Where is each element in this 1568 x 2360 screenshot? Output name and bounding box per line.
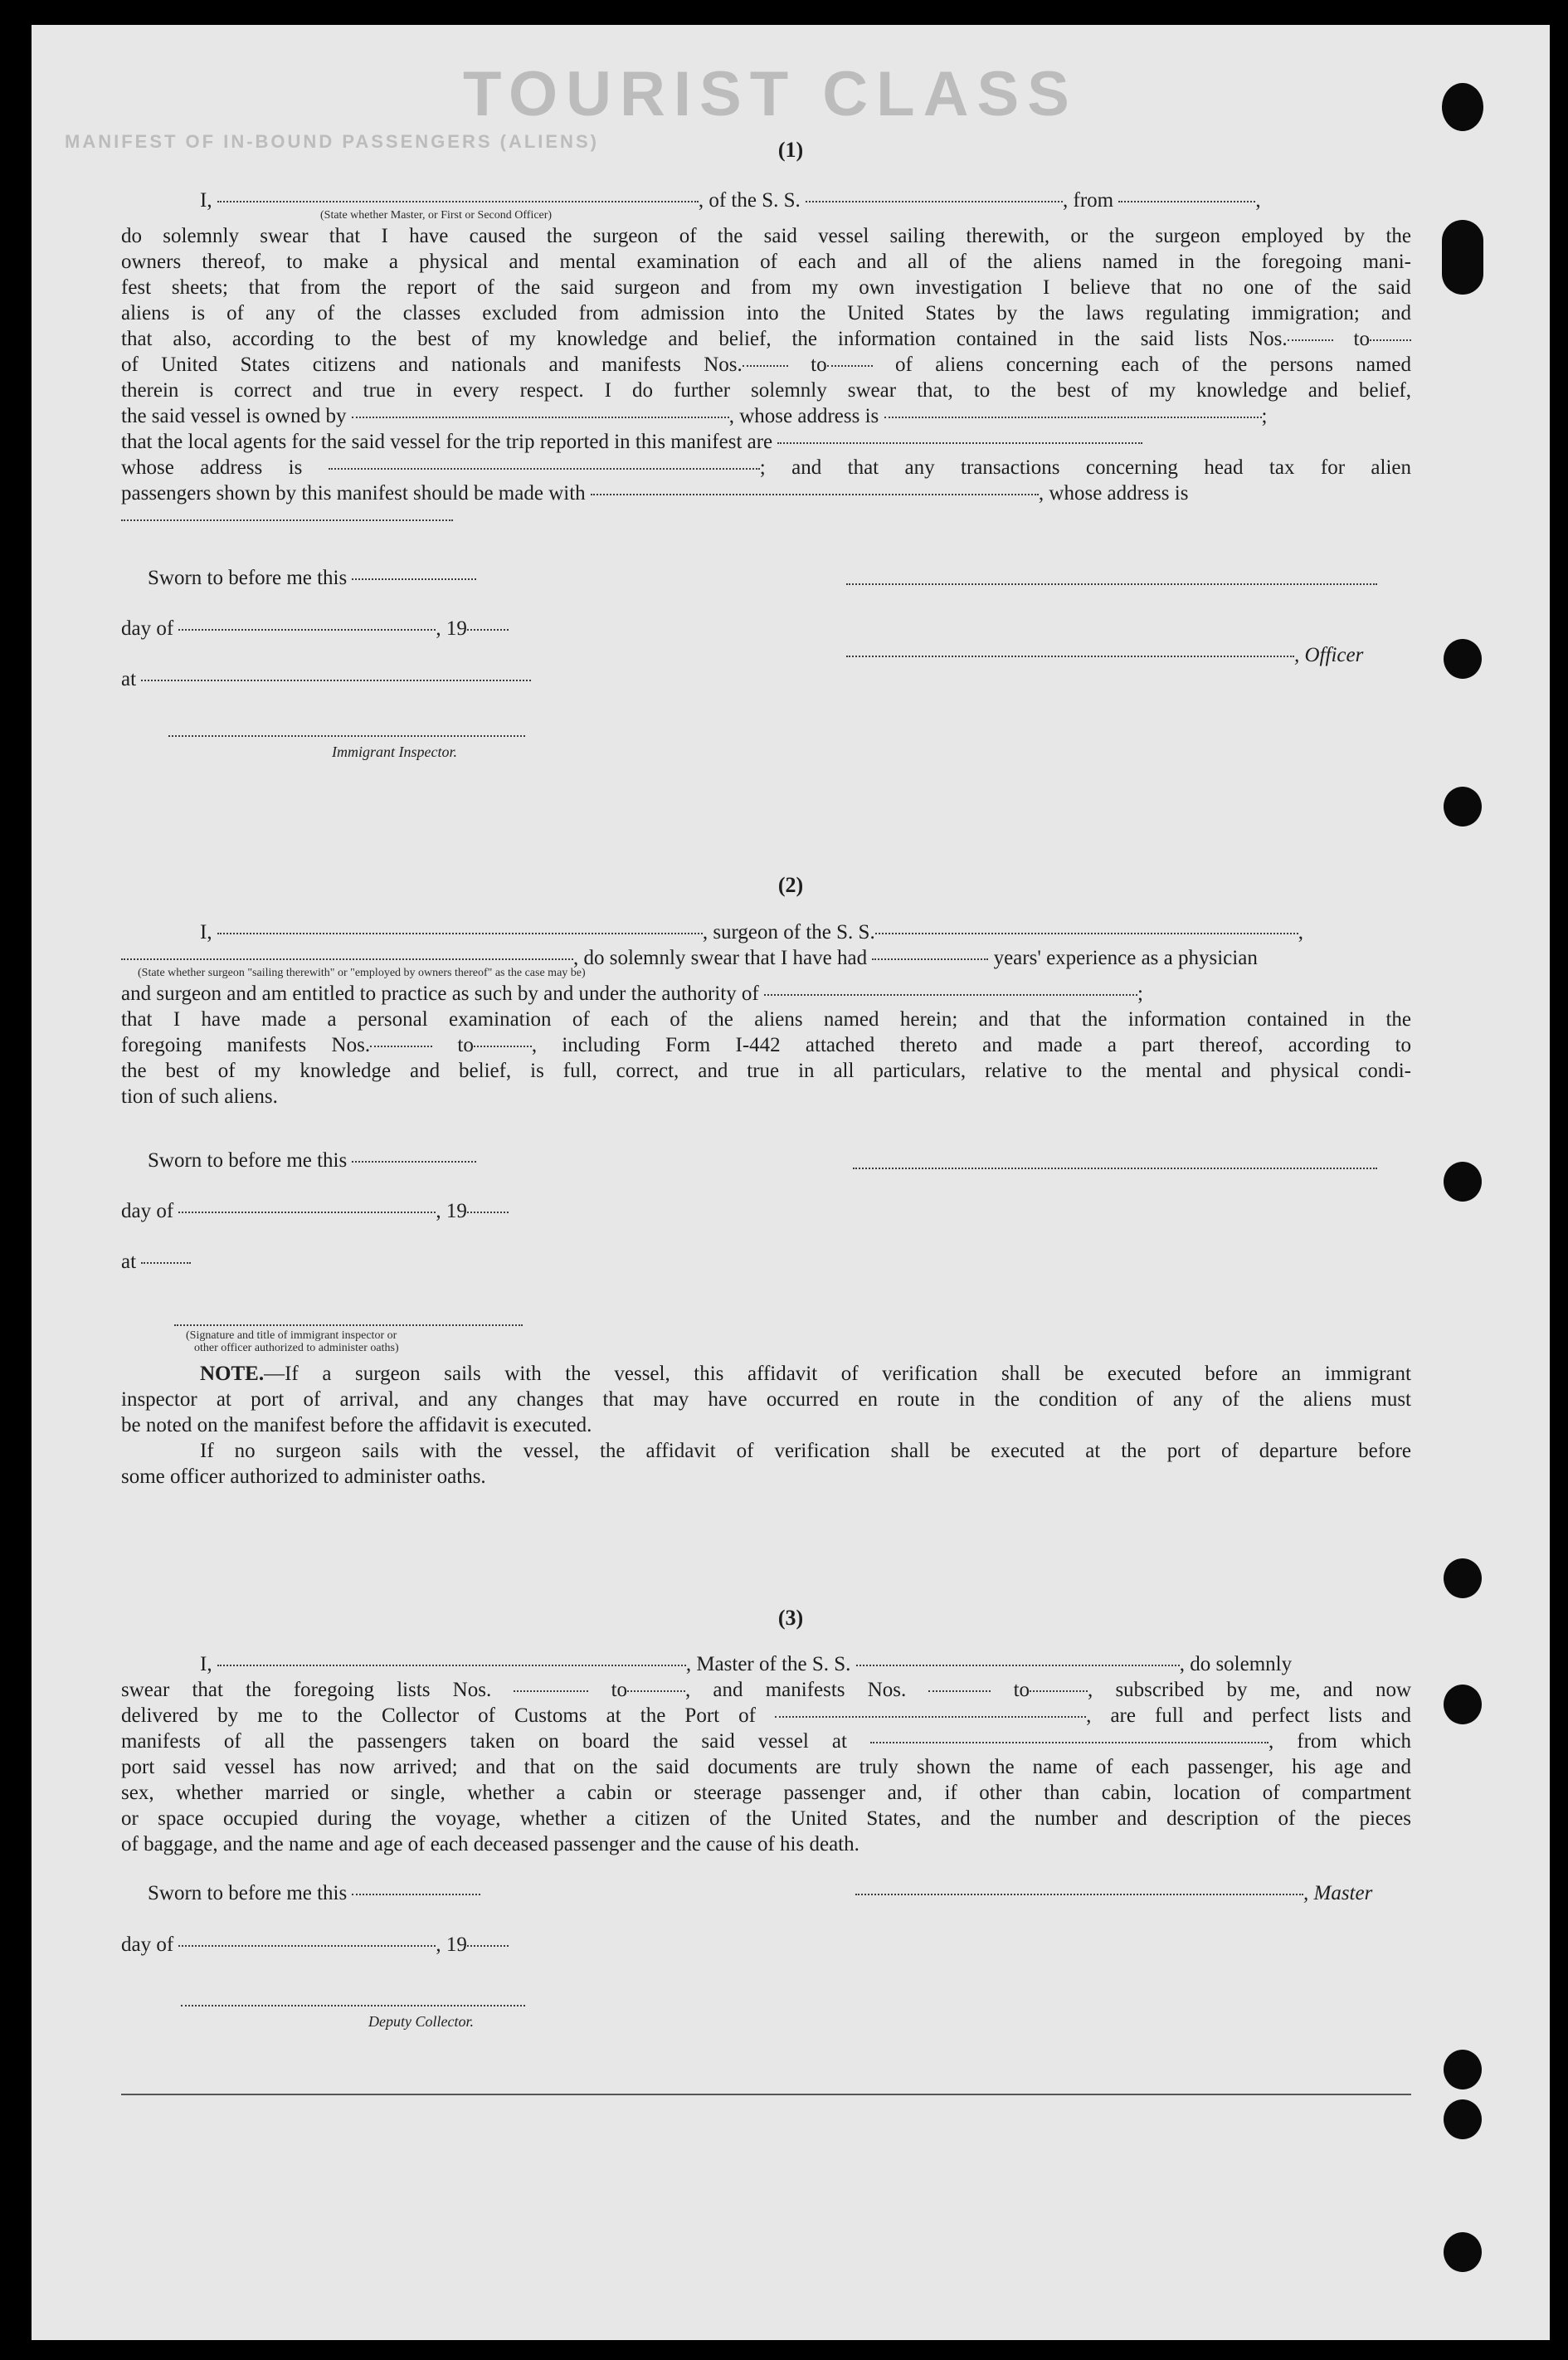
surgeon-signature-line[interactable] [853,1168,1377,1169]
agents-address-field[interactable] [329,467,760,470]
officer-label: , Officer [1294,644,1364,666]
year-field[interactable] [467,628,509,631]
section-2-body: I, , surgeon of the S. S. , , do solemnly swear that I have had years' experience as a physician (State whether surgeon "sailing therewith" or "employed by owners thereof" as the case may be) and surgeon and am entitled to practice as such by and under the authority of ; that I have made a personal examination of each of the aliens named herein; and that the information contained in the foregoing manifests Nos. to , including Form I-442 attached thereto and made a part thereof, according to the best of my knowledge and belief, is full, correct, and true in all particulars, relative to the mental and physical condi- tion of such aliens. [121,921,1412,1108]
surgeon-caption: (State whether surgeon "sailing therewith" or "employed by owners thereof" as the case may be) [138,967,586,979]
s3-lists-to-field[interactable] [627,1690,685,1692]
head-tax-address-field[interactable] [121,519,453,521]
s3-manifests-to-field[interactable] [1030,1690,1088,1692]
section-1-body: I, , of the S. S. , from , (State whether Master, or First or Second Officer) do solemnly swear that I have caused the surgeon of the said vessel sailing therewith, or the surgeon employed by the owners thereof, to make a physical and mental examination of each and all of the aliens named in the foregoing mani- fest sheets; that from the report of the said surgeon and from my own investigation I believe that no one of the said aliens is of any of the classes excluded from admission into the United States by the laws regulating immigration; and that also, according to the best of my knowledge and belief, the information contained in the said lists Nos. to of United States citizens and nationals and manifests Nos. to of aliens concerning each of the persons named therein is correct and true in every respect. I do further solemnly swear that, to the best of my knowledge and belief, the said vessel is owned by , whose address is ; that the local agents for the said vessel for the trip reported in this manifest are whose address is ; and that any transactions concerning head tax for alien passengers shown by this manifest should be made with , whose address is [121,188,1411,532]
s2-sig-caption-1: (Signature and title of immigrant inspector or [186,1329,397,1342]
lists-to-field[interactable] [1370,339,1411,341]
month-field[interactable] [178,628,436,631]
port-of-arrival-field[interactable] [775,1715,1086,1718]
note-label: NOTE. [200,1363,265,1385]
surgeon-name-field[interactable] [217,932,703,934]
section-1-number: (1) [777,138,804,162]
master-label: , Master [1303,1882,1373,1904]
officer-signature-line[interactable] [846,583,1377,585]
punch-hole [1444,2050,1482,2089]
officer-name-field[interactable] [217,200,699,202]
owner-field[interactable] [352,416,729,418]
surgeon-vessel-field[interactable] [875,932,1298,934]
master-vessel-field[interactable] [856,1664,1180,1666]
surgeon-manifests-to-field[interactable] [474,1045,532,1047]
officer-caption: (State whether Master, or First or Second Officer) [320,209,553,222]
section-2-number: (2) [777,873,804,897]
faded-subtitle: MANIFEST OF IN-BOUND PASSENGERS (ALIENS) [65,131,599,152]
s3-month-field[interactable] [178,1944,436,1947]
punch-hole [1444,1685,1482,1724]
punch-hole [1444,787,1482,826]
manifests-to-field[interactable] [827,364,873,367]
s3-lists-from-field[interactable] [514,1690,588,1692]
punch-hole [1444,1162,1482,1202]
section-3-number: (3) [777,1606,804,1630]
punch-hole [1442,83,1483,131]
s2-year-field[interactable] [467,1211,509,1213]
s2-sig-caption-2: other officer authorized to administer oaths) [194,1342,399,1354]
s2-sworn-day-field[interactable] [352,1160,476,1163]
collector-caption: Deputy Collector. [368,2013,474,2030]
years-experience-field[interactable] [872,958,988,960]
punch-hole [1444,639,1482,679]
licensing-authority-field[interactable] [764,993,1137,996]
lists-from-field[interactable] [1288,339,1333,341]
local-agents-field[interactable] [777,441,1142,444]
form-page: TOURIST CLASS MANIFEST OF IN-BOUND PASSENGERS (ALIENS) (1) I, , of the S. S. , from , (State whether Master, or First or Second Officer) do solemnly swear that I have caused the surgeon of the said vessel sailing therewith, or the surgeon employed by the owners thereof, to make a physical and mental examination of each and all of the aliens named in the foregoing mani- fest sheets; that from the report of the said surgeon and from my own investigation I believe that no one of the said aliens is of any of the classes excluded from admission into the United States by the laws regulating immigration; and that also, according to the best of my knowledge and belief, the information contained in the said lists Nos. to of United States citizens and nationals and manifests Nos. to of aliens concerning each of the persons named therein is correct and true in every respect. I do further solemnly swear that, to the best of my knowledge and belief, the said vessel is owned by , whose address is ; that the local agents for the said vessel for the trip reported in this manifest are whose address is ; and that any transactions concerning head tax for alien passengers shown by this manifest should be made with , whose address is Sworn to before me this day of , 19 , Officer at Immigrant Inspector. (2) I, , surgeon of the S. S. , , do solemnly swear that I have had years' experience as a physician (State whether surgeon "sailing therewith" or "employed by owners thereof" as the case may be) and surgeon and am entitled to practice as such by and under the authority of ; that I have made a personal examination of each of the aliens named herein; and that the information contained in the foregoing manifests Nos. to , including Form I-442 attached thereto and made a part thereof, according to the best of my knowledge and belief, is full, correct, and true in all particulars, relative to the mental and physical condi- tion of such aliens. Sworn to before me this day of , 19 at (Signature and title of immigrant inspector or other officer authorized to administer oaths) NOTE.—If a surgeon sails with the vessel, this affidavit of verification shall be executed before an immigrant inspector at port of arrival, and any changes that may have occurred en route in the condition of any of the aliens must be noted on the manifest before the affidavit is executed. If no surgeon sails with the vessel, the affidavit of verification shall be executed at the port of departure before some officer authorized to administer oaths. (3) I, , Master of the S. S. , do solemnly swear that the foregoing lists Nos. to , and manifests Nos. to , subscribed by me, and now delivered by me to the Collector of Customs at the Port of , are full and perfect lists and manifests of all the passengers taken on board the said vessel at , from which port said vessel has now arrived; and that on the said documents are truly shown the name of each passenger, his age and sex, whether married or single, whether a cabin or steerage passenger and, if other than cabin, location of compartment or space occupied during the voyage, whether a citizen of the United States, and the number and description of the pieces of baggage, and the name and age of each deceased passenger and the cause of his death. Sworn to before me this , Master day of , 19 Deputy Collector. [32,25,1550,2340]
punch-hole [1442,220,1483,295]
s2-month-field[interactable] [178,1211,436,1213]
master-name-field[interactable] [217,1664,686,1666]
head-tax-party-field[interactable] [591,493,1039,495]
punch-hole [1444,2099,1482,2139]
s2-inspector-signature-line[interactable] [174,1324,523,1326]
punch-hole [1444,1558,1482,1598]
place-field[interactable] [141,679,531,681]
surgeon-manifests-from-field[interactable] [370,1045,432,1047]
departure-port-field[interactable] [1118,200,1255,202]
bottom-rule [121,2094,1411,2095]
s3-year-field[interactable] [467,1944,509,1947]
owner-address-field[interactable] [884,416,1262,418]
officer-title-field[interactable] [846,655,1294,657]
master-signature-field[interactable] [855,1893,1303,1895]
sworn-day-field[interactable] [352,578,476,580]
collector-signature-line[interactable] [181,2005,525,2006]
s3-manifests-from-field[interactable] [928,1690,991,1692]
punch-hole [1444,2232,1482,2272]
faded-title: TOURIST CLASS [463,59,1078,129]
surgeon-note: NOTE.—If a surgeon sails with the vessel, this affidavit of verification shall be executed before an immigrant inspector at port of arrival, and any changes that may have occurred en route in the condition of any of the aliens must be noted on the manifest before the affidavit is executed. If no surgeon sails with the vessel, the affidavit of verification shall be executed at the port of departure before some officer authorized to administer oaths. [121,1363,1411,1488]
inspector-caption: Immigrant Inspector. [332,744,457,760]
vessel-name-field[interactable] [806,200,1063,202]
s2-place-field[interactable] [141,1261,191,1264]
manifests-from-field[interactable] [743,364,788,367]
s3-sworn-day-field[interactable] [352,1893,480,1895]
inspector-signature-line[interactable] [168,735,525,737]
section-3-body: I, , Master of the S. S. , do solemnly swear that the foregoing lists Nos. to , and manifests Nos. to , subscribed by me, and now delivered by me to the Collector of Customs at the Port of , are full and perfect lists and manifests of all the passengers taken on board the said vessel at , from which port said vessel has now arrived; and that on the said documents are truly shown the name of each passenger, his age and sex, whether married or single, whether a cabin or steerage passenger and, if other than cabin, location of compartment or space occupied during the voyage, whether a citizen of the United States, and the number and description of the pieces of baggage, and the name and age of each deceased passenger and the cause of his death. [121,1653,1412,1855]
surgeon-status-field[interactable] [121,958,573,960]
port-of-embarkation-field[interactable] [870,1741,1269,1743]
